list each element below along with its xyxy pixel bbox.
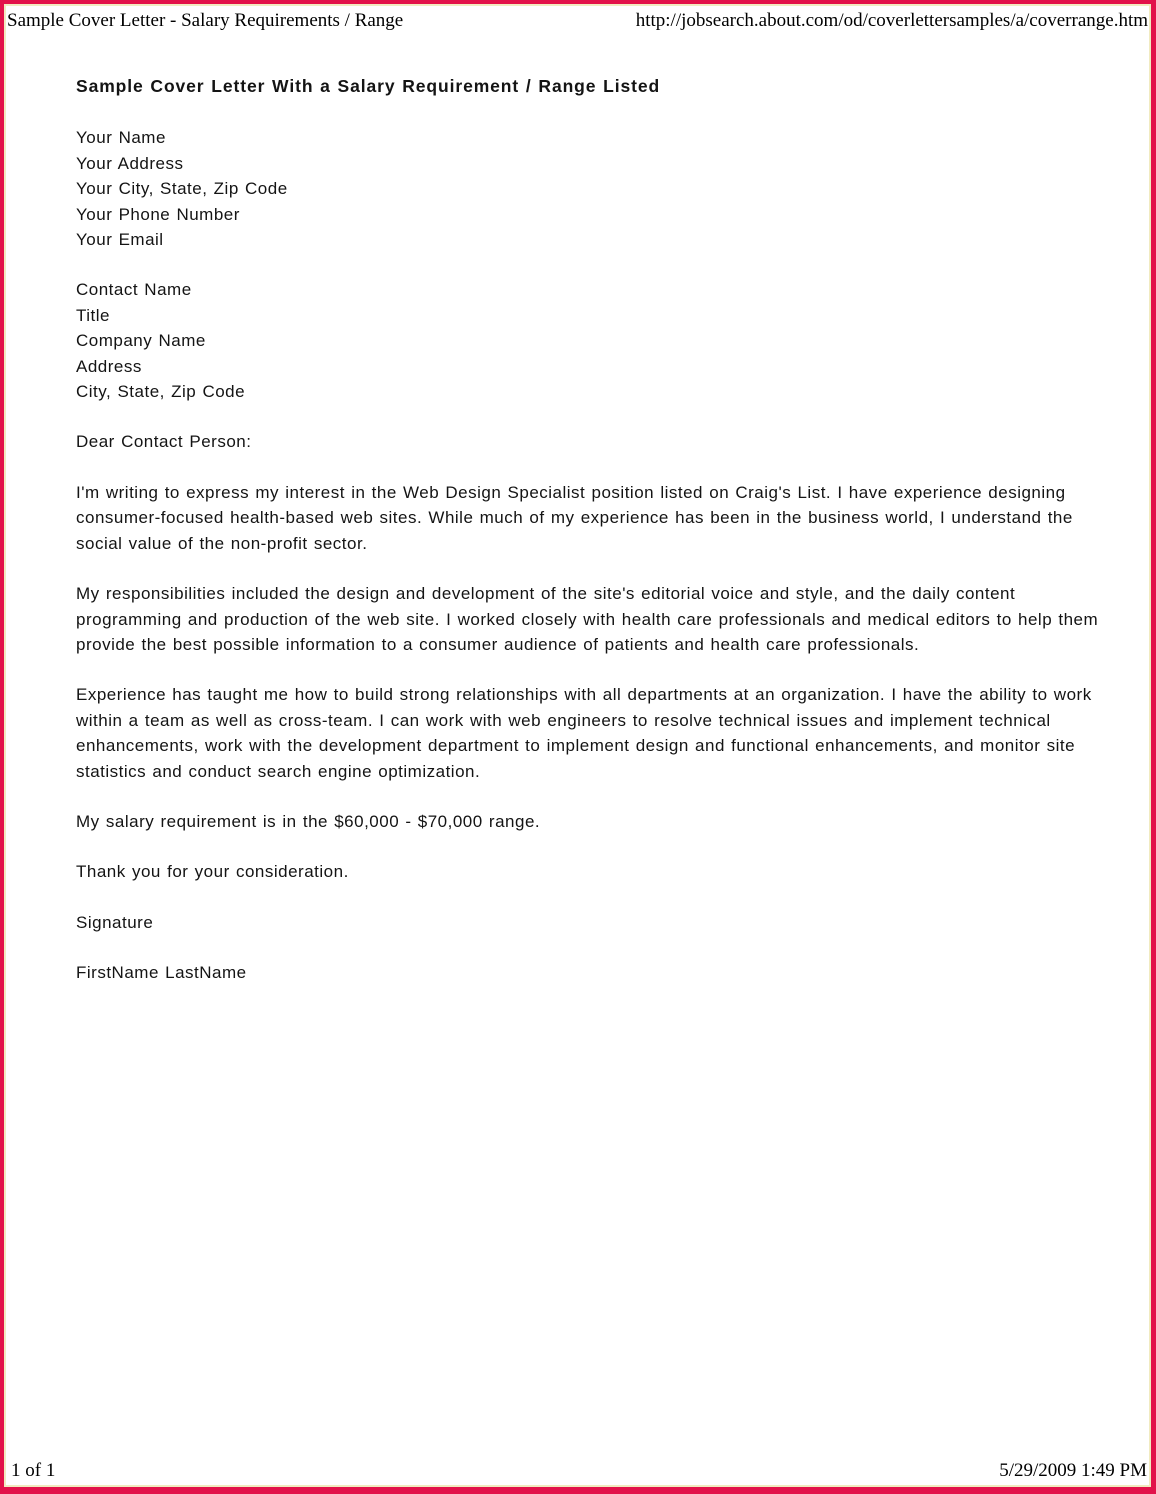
recipient-city-state-zip: City, State, Zip Code: [76, 382, 246, 402]
recipient-address-block: [76, 277, 1116, 404]
signed-name: FirstName LastName: [76, 963, 247, 983]
recipient-contact-name: Contact Name: [76, 280, 192, 300]
sender-address-block: [76, 125, 1116, 252]
recipient-company: Company Name: [76, 331, 206, 351]
footer-datetime: 5/29/2009 1:49 PM: [999, 1460, 1147, 1481]
signature-label: Signature: [76, 912, 154, 932]
recipient-title: Title: [76, 305, 110, 325]
cover-letter-body: [76, 74, 1116, 1011]
header-url: http://jobsearch.about.com/od/coverlettersamples/a/coverrange.htm: [635, 10, 1148, 31]
print-header: [7, 10, 1148, 31]
paragraph-responsibilities: My responsibilities included the design and development of the site's editorial voice and style, and the daily content programming and production of the web site. I worked closely with health care professionals and medical editors to help them provide the best possible information to a consumer audience of patients and health care professionals.: [76, 584, 1099, 654]
footer-page-number: 1 of 1: [11, 1460, 56, 1481]
sender-phone: Your Phone Number: [76, 204, 240, 224]
sender-name: Your Name: [76, 128, 166, 148]
sender-city-state-zip: Your City, State, Zip Code: [76, 179, 288, 199]
salutation: Dear Contact Person:: [76, 432, 252, 452]
sender-address: Your Address: [76, 153, 184, 173]
print-footer: [11, 1460, 1147, 1481]
recipient-address: Address: [76, 356, 142, 376]
paragraph-experience: Experience has taught me how to build strong relationships with all departments at an organization. I have the ability to work within a team as well as cross-team. I can work with web engineers to resolve technical issues and implement technical enhancements, work with the development department to implement design and functional enhancements, and monitor site statistics and conduct search engine optimization.: [76, 685, 1092, 781]
letter-heading: Sample Cover Letter With a Salary Requirement / Range Listed: [76, 76, 661, 96]
closing-line: Thank you for your consideration.: [76, 862, 349, 882]
sender-email: Your Email: [76, 230, 164, 250]
salary-requirement-line: My salary requirement is in the $60,000 - $70,000 range.: [76, 811, 541, 831]
header-document-title: Sample Cover Letter - Salary Requirements / Range: [7, 10, 404, 31]
paragraph-intro: I'm writing to express my interest in the Web Design Specialist position listed on Craig's List. I have experience designing consumer-focused health-based web sites. While much of my experience has been in the business world, I understand the social value of the non-profit sector.: [76, 482, 1073, 553]
